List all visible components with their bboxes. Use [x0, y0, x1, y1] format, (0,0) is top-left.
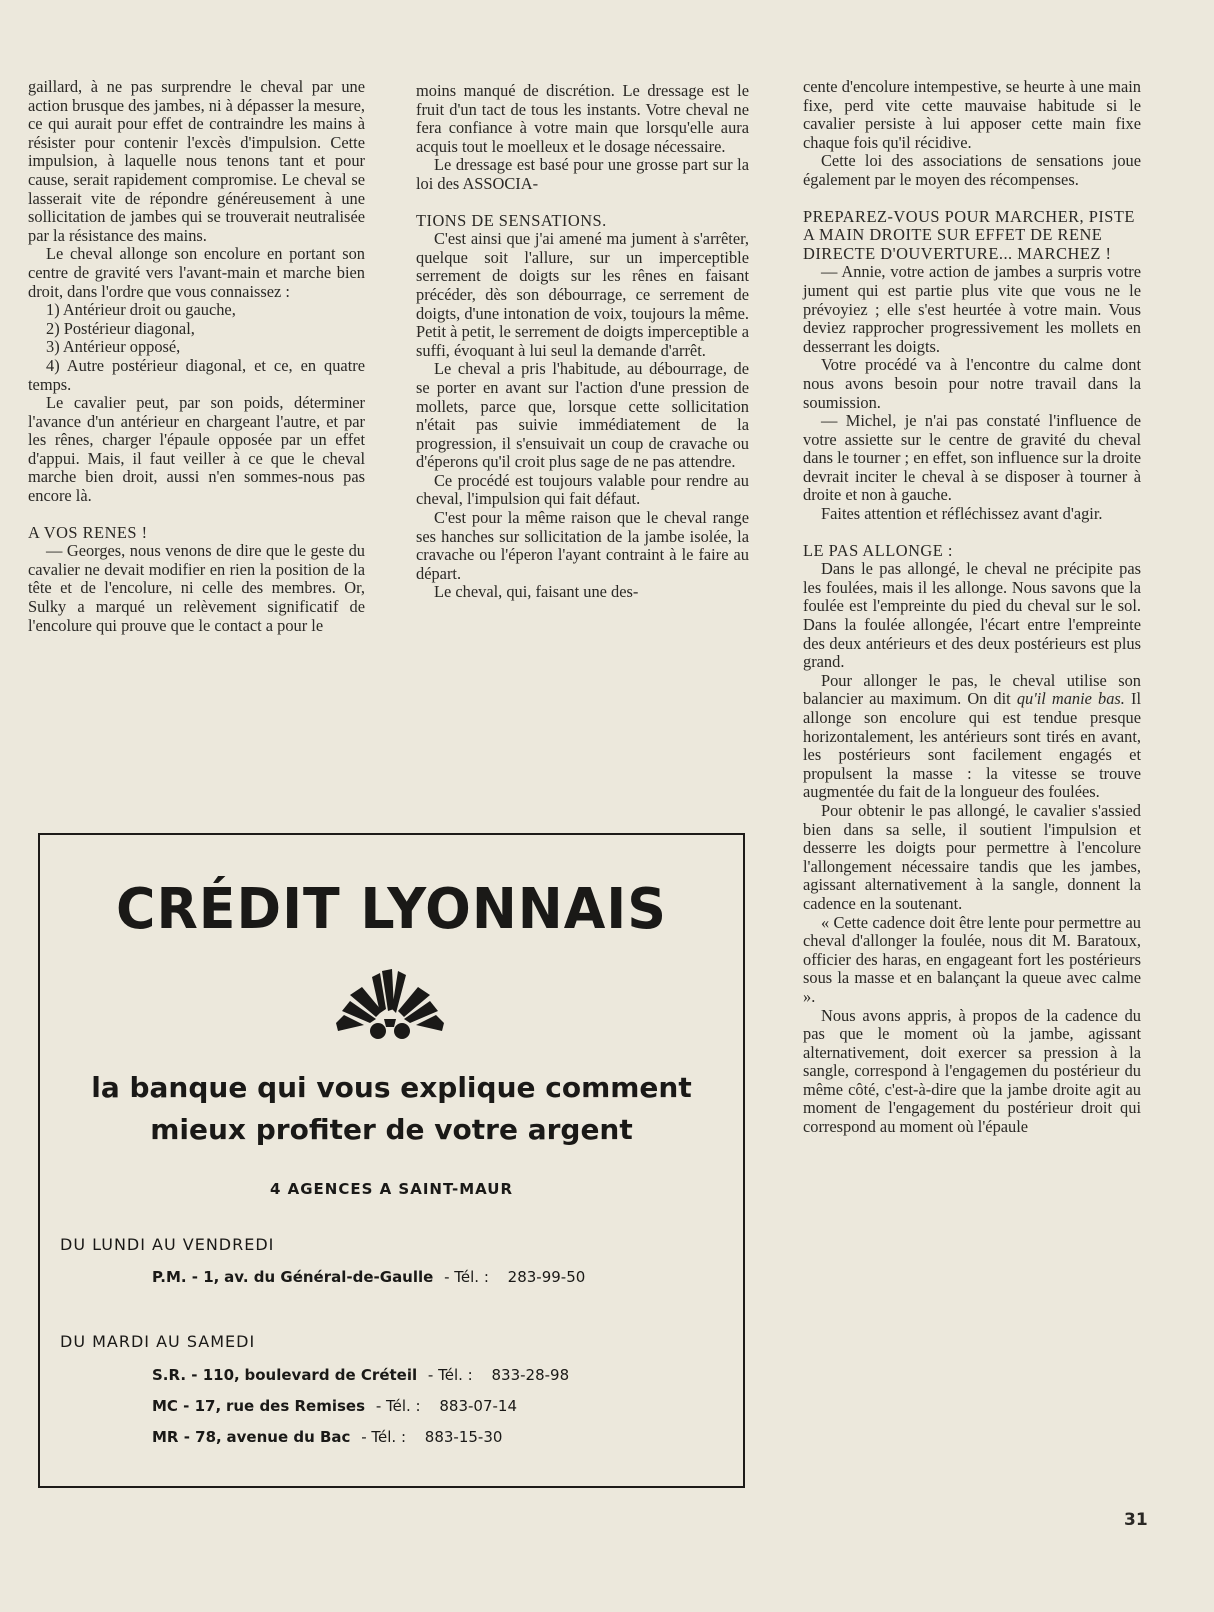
- section-heading: LE PAS ALLONGE :: [803, 540, 953, 560]
- ad-opening-days: DU MARDI AU SAMEDI: [60, 1332, 256, 1351]
- section-heading: PREPAREZ-VOUS POUR MARCHER, PISTE A MAIN DROITE SUR EFFET DE RENE DIRECTE D'OUVERTURE... MARCHEZ !: [803, 206, 1135, 263]
- branch-address: rue des Remises: [225, 1397, 366, 1415]
- ad-opening-days: DU LUNDI AU VENDREDI: [60, 1235, 275, 1254]
- emphasis-text: qu'il manie bas.: [1016, 689, 1125, 709]
- paragraph: moins manqué de discrétion. Le dressage est le fruit d'un tact de tous les instants. Votre cheval ne fera confiance à votre main que lorsqu'elle aura acquis tout le moelleux et le dosage nécessaire.: [416, 81, 749, 156]
- article-column-1: [28, 78, 365, 635]
- paragraph: [803, 672, 1141, 802]
- paragraph: Dans le pas allongé, le cheval ne précipite pas les foulées, mais il les allonge. Nous savons que la foulée est l'empreinte du pied du cheval sur le sol. Dans la foulée allongée, l'écart entre l'empreinte des deux antérieurs et des deux postérieurs est plus grand.: [803, 559, 1141, 672]
- ad-tagline: [40, 1067, 743, 1151]
- paragraph: — Georges, nous venons de dire que le geste du cavalier ne devait modifier en rien la position de la tête et de l'encolure, ni celle des membres. Or, Sulky a marqué un relèvement significatif de l'encolure qui prouve que le contact a pour le: [28, 541, 365, 635]
- paragraph: Le cheval, qui, faisant une des-: [434, 582, 639, 602]
- list-item: 4) Autre postérieur diagonal, et ce, en quatre temps.: [28, 355, 365, 394]
- page-number: 31: [1124, 1510, 1148, 1530]
- ad-branch-pm: [152, 1268, 585, 1286]
- paragraph: — Annie, votre action de jambes a surpris votre jument qui est partie plus vite que vous ne le prévoyiez ; elle s'est heurtée à votre main. Vous deviez rapprocher progressivement les mollets en desserrant les doigts.: [803, 262, 1141, 356]
- tel-label: - Tél. :: [361, 1428, 406, 1446]
- tel-label: - Tél. :: [375, 1397, 421, 1415]
- branch-code: P.M. - 1,: [152, 1268, 220, 1286]
- paragraph: Le cavalier peut, par son poids, déterminer l'avance d'un antérieur en chargeant l'autre, et par les rênes, charger l'épaule opposée par un effet d'appui. Mais, il faut veiller à ce que le cheval marche bien droit, aussi n'en sommes-nous pas encore là.: [28, 393, 365, 506]
- paragraph: — Michel, je n'ai pas constaté l'influence de votre assiette sur le centre de gravité du cheval dans le tourner ; en effet, son influence sur la droite devrait inciter le cheval à se disposer à tourner à droite et non à gauche.: [803, 411, 1141, 505]
- paragraph: Le cheval a pris l'habitude, au débourrage, de se porter en avant sur l'action d'une pression de mollets, parce que, lorsque cette sollicitation n'était pas suivie immédiatement de la progression, il s'ensuivait un coup de cravache ou d'éperons qu'il croit plus sage de ne pas attendre.: [416, 359, 749, 472]
- list-item: 1) Antérieur droit ou gauche,: [46, 300, 236, 320]
- paragraph: Le cheval allonge son encolure en portant son centre de gravité vers l'avant-main et marche bien droit, dans l'ordre que vous connaissez :: [28, 244, 365, 301]
- tel-label: - Tél. :: [444, 1268, 489, 1286]
- branch-code: S.R. - 110,: [152, 1366, 240, 1384]
- paragraph: gaillard, à ne pas surprendre le cheval par une action brusque des jambes, ni à dépasser la mesure, ce qui aurait pour effet de contraindre les mains à résister pour contenir l'excès d'impulsion. Cette impulsion, à laquelle nous tenons tant et pour cause, serait rapidement compromise. Le cheval se lasserait vite de répondre généreusement à une sollicitation de jambes qui se trouverait neutralisée par la résistance des mains.: [28, 77, 365, 245]
- list-item: 2) Postérieur diagonal,: [46, 318, 195, 338]
- paragraph: C'est ainsi que j'ai amené ma jument à s'arrêter, quelque soit l'allure, sur un imperceptible serrement de doigts sur les rênes en faisant précéder, dès son débourrage, ce serrement de doigts, d'une intonation de voix, toujours la même. Petit à petit, le serrement de doigts imperceptible a suffi, évoquant à lui seul la demande d'arrêt.: [416, 229, 749, 360]
- credit-lyonnais-advertisement: [38, 833, 745, 1488]
- branch-address: av. du Général-de-Gaulle: [224, 1268, 434, 1286]
- gait-order-list: [28, 301, 365, 394]
- ad-agencies: 4 AGENCES A SAINT-MAUR: [269, 1180, 514, 1198]
- paragraph: Le dressage est basé pour une grosse part sur la loi des ASSOCIA-: [416, 155, 749, 193]
- ad-branch-mr: [152, 1428, 502, 1446]
- tel-number: 883-07-14: [439, 1397, 518, 1415]
- list-item: 3) Antérieur opposé,: [46, 337, 181, 357]
- paragraph: Nous avons appris, à propos de la cadence du pas que le moment où la jambe, agissant alternativement, doit exercer sa pression à la sangle, correspond à l'engagemen du postérieur du même côté, c'est-à-dire que la jambe droite agit au moment de l'engagement du postérieur droit qui correspond au moment où l'épaule: [803, 1005, 1141, 1137]
- ad-tagline-line: la banque qui vous explique comment: [91, 1071, 692, 1104]
- paragraph: Pour obtenir le pas allongé, le cavalier s'assied bien dans sa selle, il soutient l'impulsion et desserre les doigts pour permettre à l'encolure l'allongement nécessaire tandis que les jambes, agissant alternativement à la sangle, donnent la cadence en la soutenant.: [803, 800, 1141, 913]
- paragraph-text: Pour allonger le pas, le cheval utilise son balancier au maximum. On dit: [803, 670, 1141, 709]
- ad-branch-mc: [152, 1397, 517, 1415]
- paragraph: Ce procédé est toujours valable pour rendre au cheval, l'impulsion qui fait défaut.: [416, 470, 749, 509]
- branch-code: MR - 78,: [152, 1428, 222, 1446]
- ad-title: CRÉDIT LYONNAIS: [116, 877, 667, 942]
- paragraph: Cette loi des associations de sensations joue également par le moyen des récompenses.: [803, 151, 1141, 189]
- section-heading: A VOS RENES !: [28, 522, 148, 542]
- tel-number: 883-15-30: [424, 1428, 503, 1446]
- paragraph: C'est pour la même raison que le cheval range ses hanches sur sollicitation de la jambe isolée, la cravache ou l'éperon l'ayant contraint à le faire au départ.: [416, 508, 749, 583]
- paragraph: cente d'encolure intempestive, se heurte à une main fixe, perd vite cette mauvaise habitude si le cavalier persiste à lui apposer cette main fixe chaque fois qu'il récidive.: [803, 77, 1141, 152]
- paragraph: Votre procédé va à l'encontre du calme dont nous avons besoin pour notre travail dans la soumission.: [803, 355, 1141, 412]
- article-column-3: [803, 78, 1141, 1137]
- branch-address: boulevard de Créteil: [244, 1366, 418, 1384]
- paragraph-text: Il allonge son encolure qui est tendue presque horizontalement, les antérieurs sont tirés en avant, les postérieurs sont facilement engagés et propulsent la masse : la vitesse se trouve augmentée du fait de la longueur des foulées.: [803, 689, 1141, 802]
- paragraph: Faites attention et réfléchissez avant d'agir.: [821, 504, 1103, 524]
- section-heading: TIONS DE SENSATIONS.: [416, 210, 607, 230]
- branch-code: MC - 17,: [152, 1397, 222, 1415]
- tel-label: - Tél. :: [427, 1366, 473, 1384]
- ad-tagline-line: mieux profiter de votre argent: [150, 1113, 633, 1146]
- paragraph: « Cette cadence doit être lente pour permettre au cheval d'allonger la foulée, nous dit M. Baratoux, officier des haras, en engageant fort les postérieurs sous la masse et en balançant la queue avec calme ».: [803, 912, 1141, 1006]
- ad-branch-sr: [152, 1366, 569, 1384]
- tel-number: 833-28-98: [491, 1366, 570, 1384]
- branch-address: avenue du Bac: [226, 1428, 351, 1446]
- credit-lyonnais-logo-icon: [334, 965, 446, 1045]
- article-column-2: [416, 82, 749, 602]
- tel-number: 283-99-50: [507, 1268, 586, 1286]
